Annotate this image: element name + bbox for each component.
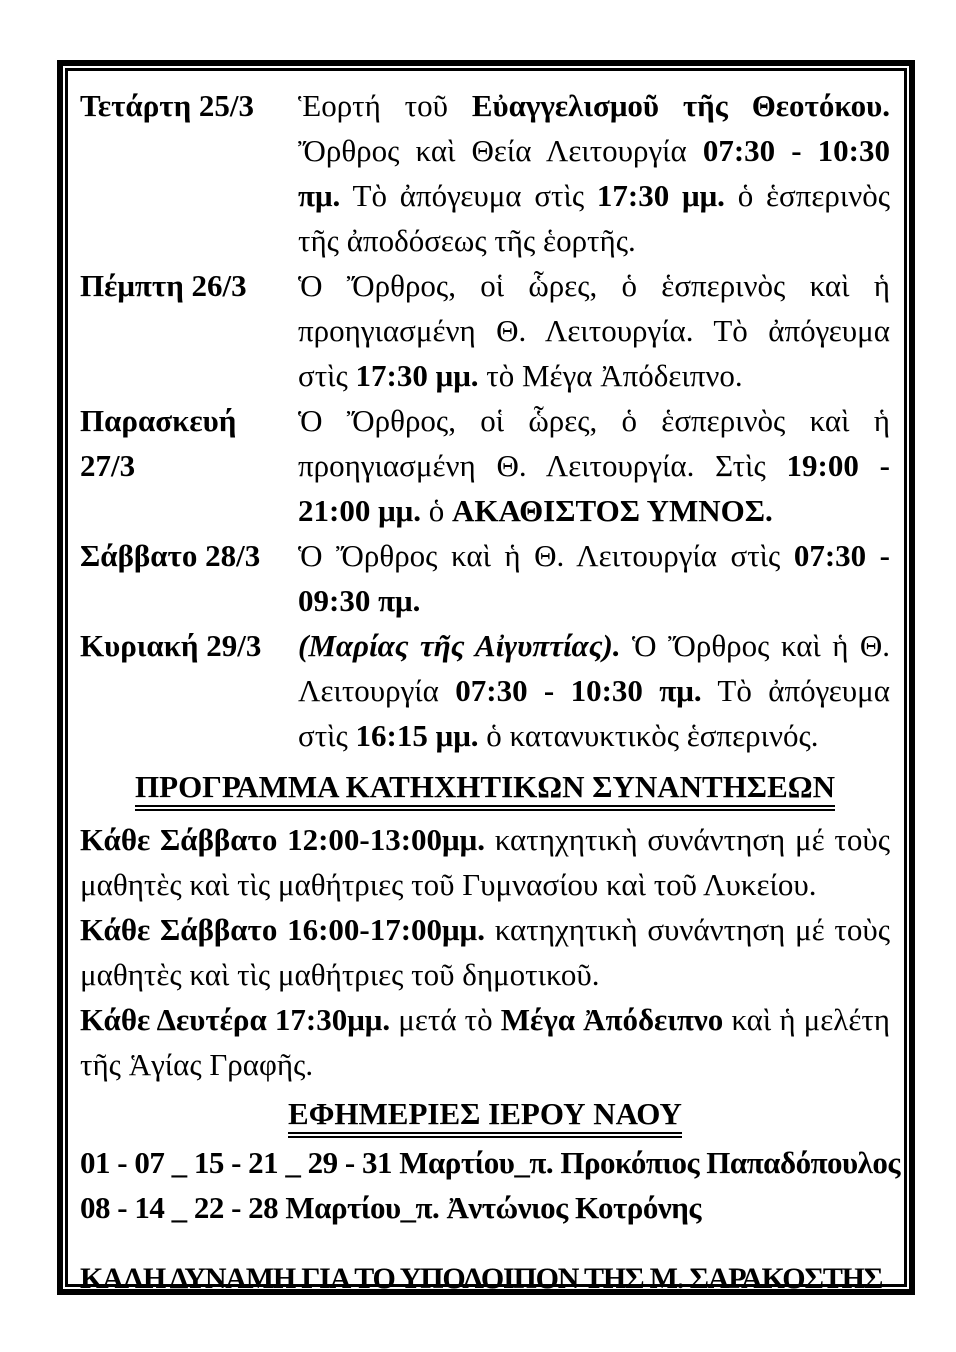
- document-border-inner: [65, 68, 907, 1295]
- document-content: [68, 71, 904, 1301]
- schedule-description: (Μαρίας τῆς Αἰγυπτίας). Ὁ Ὄρθρος καὶ ἡ Θ. Λειτουργία 07:30 - 10:30 πμ. Τὸ ἀπόγευμα στὶς 16:15 μμ. ὁ κατανυκτικὸς ἑσπερινός.: [298, 628, 890, 753]
- schedule-date: Σάββατο 28/3: [80, 538, 261, 573]
- schedule-date: Κυριακή 29/3: [80, 628, 262, 663]
- ephemeries-line-1: 01 - 07 _ 15 - 21 _ 29 - 31 Μαρτίου_π. Προκόπιος Παπαδόπουλος: [80, 1145, 900, 1180]
- schedule-description: Ὁ Ὄρθρος, οἱ ὧρες, ὁ ἑσπερινὸς καὶ ἡ προηγιασμένη Θ. Λειτουργία. Τὸ ἀπόγευμα στὶς 17:30 μμ. τὸ Μέγα Ἀπόδειπνο.: [298, 268, 890, 393]
- schedule-date: Πέμπτη 26/3: [80, 268, 247, 303]
- schedule-description: Ὁ Ὄρθρος καὶ ἡ Θ. Λειτουργία στὶς 07:30 - 09:30 πμ.: [298, 538, 890, 618]
- schedule-row-friday: [80, 398, 890, 533]
- schedule-row-wednesday: [80, 83, 890, 263]
- catechism-paragraph-monday: Κάθε Δευτέρα 17:30μμ. μετά τὸ Μέγα Ἀπόδειπνο καὶ ἡ μελέτη τῆς Ἁγίας Γραφῆς.: [80, 1002, 891, 1082]
- catechism-heading-text: ΠΡΟΓΡΑΜΜΑ ΚΑΤΗΧΗΤΙΚΩΝ ΣΥΝΑΝΤΗΣΕΩΝ: [135, 769, 835, 811]
- schedule-description: Ἑορτή τοῦ Εὐαγγελισμοῦ τῆς Θεοτόκου. Ὄρθρος καὶ Θεία Λειτουργία 07:30 - 10:30 πμ. Τὸ ἀπόγευμα στὶς 17:30 μμ. ὁ ἑσπερινὸς τῆς ἀποδόσεως τῆς ἑορτῆς.: [298, 88, 890, 258]
- closing-message: ΚΑΛΗ ΔΥΝΑΜΗ ΓΙΑ ΤΟ ΥΠΟΛΟΙΠΟΝ ΤΗΣ Μ. ΣΑΡΑΚΟΣΤΗΣ: [80, 1262, 883, 1295]
- catechism-paragraph-saturday-afternoon: Κάθε Σάββατο 16:00-17:00μμ. κατηχητικὴ συνάντηση μέ τοὺς μαθητὲς καὶ τὶς μαθήτριες τοῦ δημοτικοῦ.: [80, 912, 890, 992]
- catechism-heading: [80, 764, 890, 809]
- ephemeries-line-2: 08 - 14 _ 22 - 28 Μαρτίου_π. Ἀντώνιος Κοτρόνης: [80, 1190, 701, 1225]
- schedule-row-thursday: [80, 263, 890, 398]
- ephemeries-heading: [80, 1091, 890, 1136]
- catechism-paragraph-saturday-noon: Κάθε Σάββατο 12:00-13:00μμ. κατηχητικὴ συνάντηση μέ τοὺς μαθητὲς καὶ τὶς μαθήτριες τοῦ Γυμνασίου καὶ τοῦ Λυκείου.: [80, 822, 890, 902]
- schedule-description: Ὁ Ὄρθρος, οἱ ὧρες, ὁ ἑσπερινὸς καὶ ἡ προηγιασμένη Θ. Λειτουργία. Στὶς 19:00 - 21:00 μμ. ὁ ΑΚΑΘΙΣΤΟΣ ΥΜΝΟΣ.: [298, 403, 890, 528]
- schedule-date: Παρασκευή 27/3: [80, 403, 237, 483]
- schedule-row-saturday: [80, 533, 890, 623]
- document-border-outer: [57, 60, 915, 1295]
- ephemeries-heading-text: ΕΦΗΜΕΡΙΕΣ ΙΕΡΟΥ ΝΑΟΥ: [288, 1096, 682, 1138]
- schedule-row-sunday: [80, 623, 890, 758]
- schedule-date: Τετάρτη 25/3: [80, 88, 255, 123]
